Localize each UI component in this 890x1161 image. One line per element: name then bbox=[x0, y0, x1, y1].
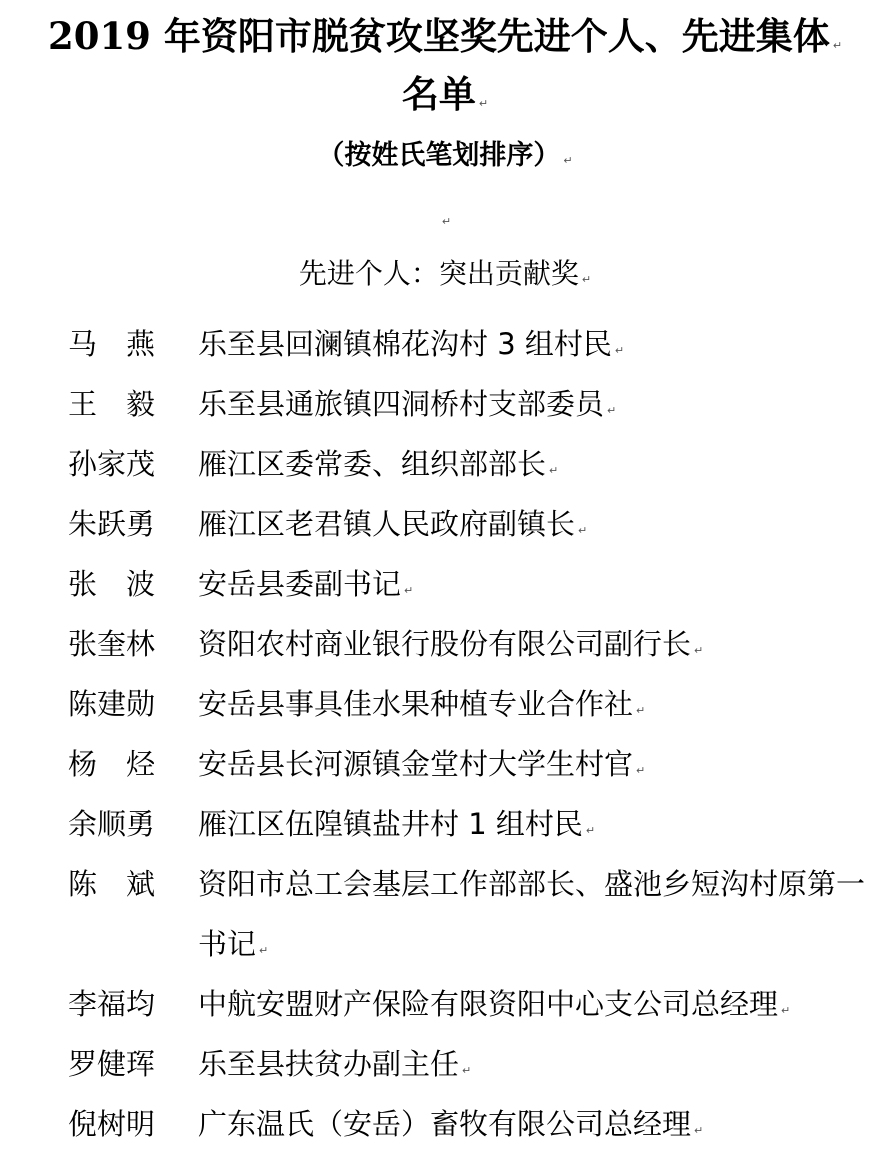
list-item bbox=[68, 374, 868, 434]
list-item bbox=[68, 974, 868, 1034]
title-text-line1: 2019 年资阳市脱贫攻坚奖先进个人、先进集体 bbox=[47, 14, 830, 58]
paragraph-mark-icon: ↵ bbox=[614, 344, 625, 357]
list-item bbox=[68, 674, 868, 734]
list-item bbox=[68, 434, 868, 494]
paragraph-mark-icon: ↵ bbox=[781, 1004, 791, 1017]
paragraph-mark-icon: ↵ bbox=[694, 1124, 704, 1137]
list-item bbox=[68, 854, 868, 974]
person-name: 张奎林 bbox=[68, 627, 156, 661]
person-name: 余顺勇 bbox=[68, 807, 156, 841]
list-item bbox=[68, 614, 868, 674]
award-list bbox=[68, 314, 868, 1154]
person-description: 雁江区老君镇人民政府副镇长 ↵ bbox=[198, 507, 588, 541]
person-description: 乐至县扶贫办副主任 ↵ bbox=[198, 1047, 472, 1081]
empty-paragraph bbox=[0, 210, 890, 232]
person-description: 资阳农村商业银行股份有限公司副行长 ↵ bbox=[198, 627, 704, 661]
paragraph-mark-icon: ↵ bbox=[478, 97, 489, 110]
document-title-line2 bbox=[0, 72, 890, 126]
paragraph-mark-icon: ↵ bbox=[585, 824, 596, 837]
list-item bbox=[68, 494, 868, 554]
person-description: 乐至县通旅镇四洞桥村支部委员 ↵ bbox=[198, 387, 617, 421]
paragraph-mark-icon: ↵ bbox=[832, 39, 843, 52]
person-name: 陈建勋 bbox=[68, 687, 156, 721]
person-name: 倪树明 bbox=[68, 1107, 156, 1141]
paragraph-mark-icon: ↵ bbox=[441, 215, 452, 228]
document-subtitle bbox=[0, 140, 890, 177]
person-name: 张 波 bbox=[68, 567, 156, 601]
person-name: 孙家茂 bbox=[68, 447, 156, 481]
person-description: 雁江区委常委、组织部部长 ↵ bbox=[198, 447, 559, 481]
person-description: 安岳县事具佳水果种植专业合作社 ↵ bbox=[198, 687, 646, 721]
person-name: 王 毅 bbox=[68, 387, 156, 421]
list-item bbox=[68, 1034, 868, 1094]
paragraph-mark-icon: ↵ bbox=[549, 464, 559, 477]
person-description: 雁江区伍隍镇盐井村 1 组村民 ↵ bbox=[198, 807, 596, 841]
person-description: 安岳县长河源镇金堂村大学生村官 ↵ bbox=[198, 747, 646, 781]
person-description: 乐至县回澜镇棉花沟村 3 组村民 ↵ bbox=[198, 327, 625, 361]
person-name: 罗健珲 bbox=[68, 1047, 156, 1081]
paragraph-mark-icon: ↵ bbox=[563, 154, 573, 167]
person-description: 安岳县委副书记 ↵ bbox=[198, 567, 414, 601]
paragraph-mark-icon: ↵ bbox=[607, 404, 617, 417]
paragraph-mark-icon: ↵ bbox=[404, 584, 414, 597]
person-name: 杨 烃 bbox=[68, 747, 156, 781]
person-description: 广东温氏（安岳）畜牧有限公司总经理 ↵ bbox=[198, 1107, 704, 1141]
list-item bbox=[68, 314, 868, 374]
list-item bbox=[68, 794, 868, 854]
list-item bbox=[68, 554, 868, 614]
person-name: 马 燕 bbox=[68, 327, 156, 361]
title-text-line2: 名单 bbox=[401, 72, 476, 116]
paragraph-mark-icon: ↵ bbox=[578, 524, 588, 537]
subtitle-text: （按姓氏笔划排序） bbox=[317, 140, 561, 171]
person-name: 陈 斌 bbox=[68, 867, 156, 901]
paragraph-mark-icon: ↵ bbox=[259, 944, 269, 957]
list-item bbox=[68, 734, 868, 794]
paragraph-mark-icon: ↵ bbox=[636, 764, 646, 777]
section-heading-text: 先进个人：突出贡献奖 bbox=[298, 257, 579, 290]
person-description: 中航安盟财产保险有限资阳中心支公司总经理 ↵ bbox=[198, 987, 791, 1021]
paragraph-mark-icon: ↵ bbox=[462, 1064, 472, 1077]
paragraph-mark-icon: ↵ bbox=[581, 273, 592, 286]
list-item bbox=[68, 1094, 868, 1154]
person-name: 朱跃勇 bbox=[68, 507, 156, 541]
person-name: 李福均 bbox=[68, 987, 156, 1021]
person-description: 资阳市总工会基层工作部部长、盛池乡短沟村原第一书记 ↵ bbox=[198, 867, 866, 961]
document-title-line1 bbox=[0, 14, 890, 68]
section-heading bbox=[0, 256, 890, 298]
paragraph-mark-icon: ↵ bbox=[636, 704, 646, 717]
paragraph-mark-icon: ↵ bbox=[694, 644, 704, 657]
